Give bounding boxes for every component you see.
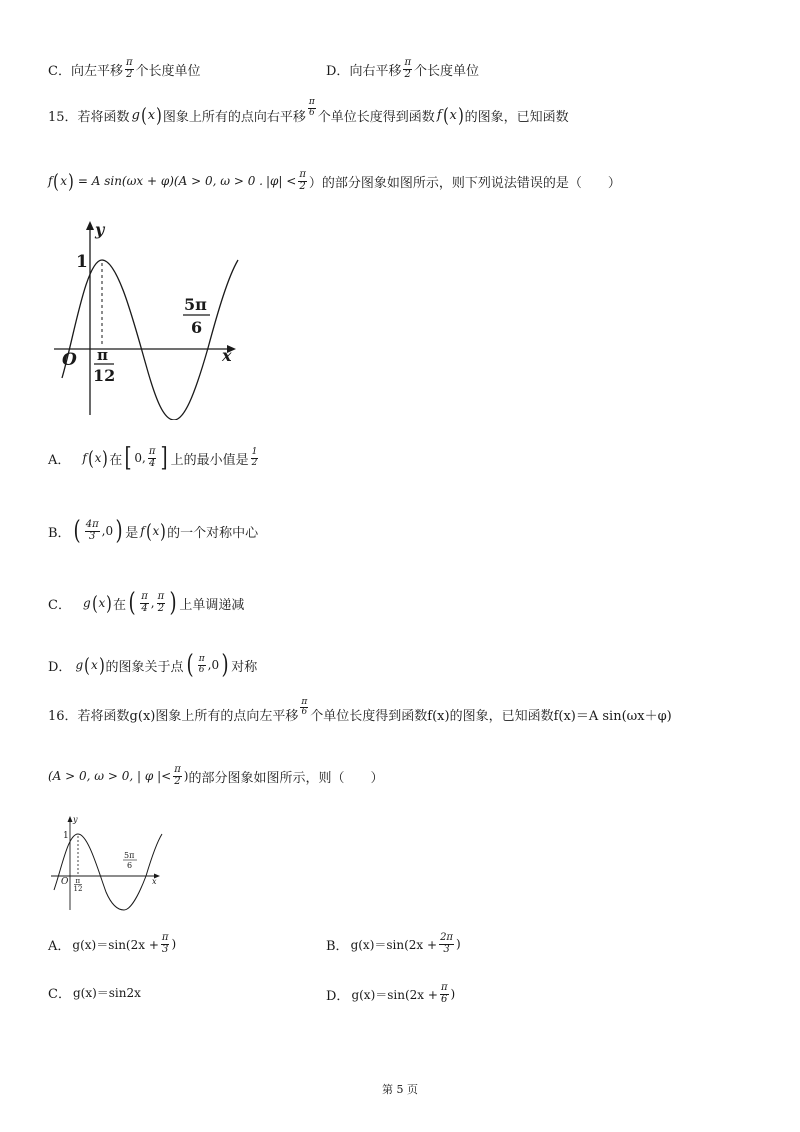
- svg-text:6: 6: [127, 861, 133, 870]
- q16-option-d: D． g(x)＝sin(2x + $\frac{\pi}{6}$ ): [326, 982, 456, 1005]
- page-footer: 第 5 页: [382, 1083, 418, 1096]
- peak-x-num: π: [97, 346, 108, 364]
- q14-option-d: D． 向右平移 $\frac{\pi}{2}$ 个长度单位: [326, 57, 480, 80]
- q16-option-c: C． g(x)＝sin2x: [48, 986, 141, 1002]
- y-label: y: [95, 220, 105, 239]
- zero-x-num: 5π: [184, 295, 207, 314]
- svg-text:12: 12: [73, 885, 83, 893]
- max-label: 1: [76, 252, 88, 272]
- q16-sine-graph: [48, 812, 168, 912]
- y-axis-arrow: [86, 221, 94, 230]
- q16-option-b: B． g(x)＝sin(2x + $\frac{2\pi}{3}$ ): [326, 932, 461, 955]
- sine-curve: [62, 260, 238, 420]
- q14-option-c: C． 向左平移 $\frac{\pi}{2}$ 个长度单位: [48, 57, 201, 80]
- q15-option-c: C． g ( x ) 在 ( $\frac{\pi}{4}$ , $\frac{\pi}{2}$ ) 上单调递减: [48, 588, 245, 618]
- svg-text:5π: 5π: [124, 851, 135, 860]
- q15-sine-graph: [48, 215, 248, 420]
- q15-option-d: D． g ( x ) 的图象关于点 ( $\frac{\pi}{6}$ ,0 ) 对称: [48, 650, 258, 680]
- q15-stem-line1: 15． 若将函数 g ( x ) 图象上所有的点向右平移 $\frac{\pi}{6}$ 个单位长度得到函数 f ( x ) 的图象，已知函数: [48, 97, 569, 127]
- q15-option-b: B． ( $\frac{4\pi}{3}$ ,0 ) 是 f ( x ) 的一个对称中心: [48, 516, 259, 546]
- origin-label: O: [62, 350, 77, 370]
- svg-text:x: x: [152, 877, 157, 886]
- q16-option-a: A． g(x)＝sin(2x + $\frac{\pi}{3}$ ): [48, 932, 177, 955]
- q15-stem-line2: f ( x ) = A sin(ωx + φ)(A > 0, ω > 0 . |φ| < $\frac{\pi}{2}$ ） 的部分图象如图所示，则下列说法错误的是（ ）: [48, 169, 621, 193]
- x-label: x: [222, 346, 232, 365]
- peak-x-den: 12: [93, 366, 116, 385]
- q16-stem-line2: (A > 0, ω > 0, | φ |< $\frac{\pi}{2}$ ) 的部分图象如图所示，则（ ）: [48, 764, 384, 787]
- zero-x-den: 6: [191, 318, 203, 337]
- svg-text:y: y: [73, 815, 78, 824]
- svg-text:O: O: [61, 877, 69, 887]
- q15-option-a: A． f ( x ) 在 [ 0, $\frac{\pi}{4}$ ] 上的最小值是 $\frac{1}{2}$: [48, 443, 258, 473]
- q16-stem-line1: 16． 若将函数g(x)图象上所有的点向左平移 $\frac{\pi}{6}$ 个单位长度得到函数f(x)的图象，已知函数f(x)＝A sin(ωx＋φ): [48, 697, 672, 725]
- svg-text:1: 1: [63, 831, 69, 841]
- svg-text:π: π: [75, 877, 81, 885]
